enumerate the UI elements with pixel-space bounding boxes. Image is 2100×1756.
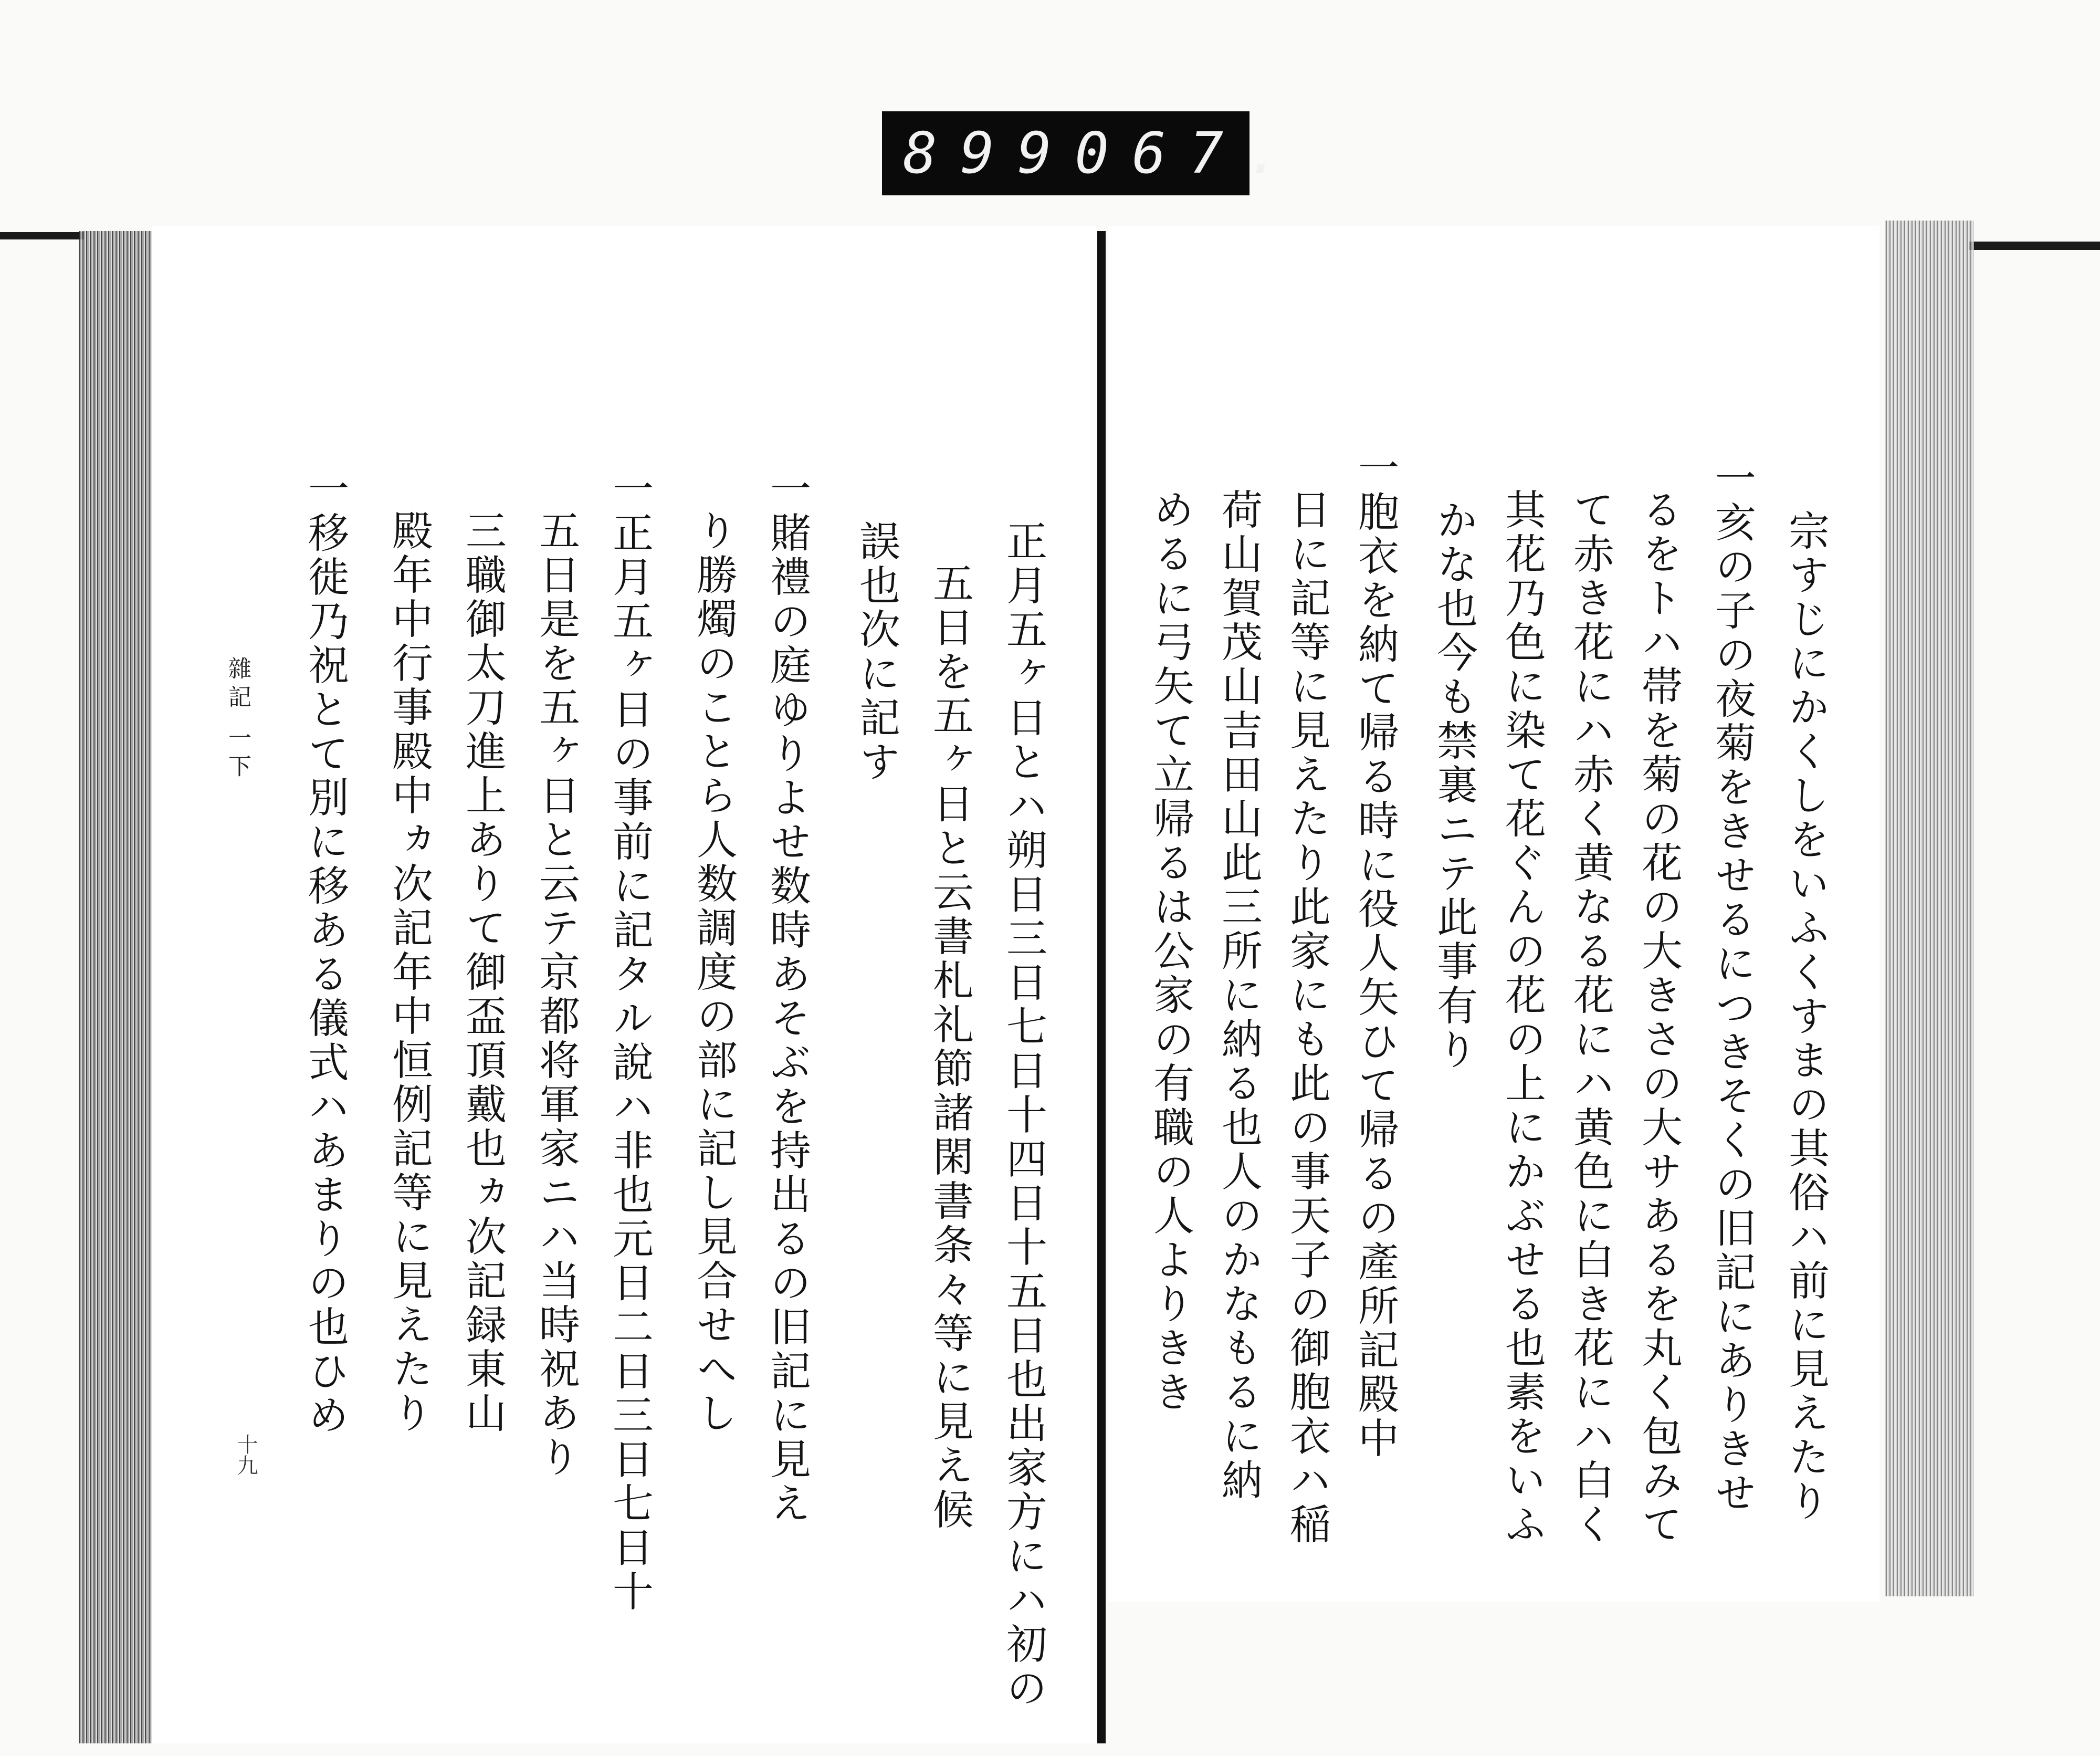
text-column: 五日是を五ヶ日と云テ京都将軍家ニハ当時祝あり bbox=[532, 509, 580, 1480]
text-column: 一亥の子の夜菊をきせるにつきそくの旧記にありきせ bbox=[1708, 457, 1756, 1515]
text-column: 殿年中行事殿中ヵ次記年中恒例記等に見えたり bbox=[385, 509, 433, 1436]
page-header: 雜記 一下 bbox=[224, 656, 251, 782]
text-column: 荷山賀茂山吉田山此三所に納る也人のかなもるに納 bbox=[1215, 488, 1262, 1503]
frame-number: 067. bbox=[1075, 120, 1304, 186]
right-page bbox=[1108, 226, 1880, 1602]
cover-board-right bbox=[1969, 242, 2100, 250]
left-page bbox=[152, 226, 1097, 1743]
page-edges-right bbox=[1885, 221, 1974, 1596]
text-column: 一正月五ヶ日の事前に記タル說ハ非也元日二日三日七日十 bbox=[606, 467, 653, 1614]
text-column: めるに弓矢て立帰るは公家の有職の人よりきき bbox=[1147, 488, 1194, 1415]
text-column: 宗すじにかくしをいふくすまの其俗ハ前に見えたり bbox=[1782, 509, 1829, 1524]
folio-number: 十九 bbox=[234, 1434, 258, 1476]
open-book bbox=[79, 221, 2032, 1743]
reel-number: 899 bbox=[903, 120, 1075, 186]
text-column: 其花乃色に染て花ぐんの花の上にかぶせる也素をいふ bbox=[1498, 488, 1546, 1547]
book-gutter bbox=[1097, 231, 1106, 1743]
text-column: るをトハ帯を菊の花の大きさの大サあるを丸く包みて bbox=[1635, 488, 1682, 1547]
text-column: て赤き花にハ赤く黄なる花にハ黄色に白き花にハ白く bbox=[1567, 488, 1614, 1547]
text-column: 一移徙乃祝とて別に移ある儀式ハあまりの也ひめ bbox=[301, 467, 349, 1438]
text-column: 三職御太刀進上ありて御盃頂戴也ヵ次記録東山 bbox=[459, 509, 506, 1436]
page-edges-left bbox=[79, 231, 152, 1743]
text-column: 一胞衣を納て帰る時に役人矢ひて帰るの產所記殿中 bbox=[1351, 446, 1399, 1461]
text-column: り勝燭のことら人数調度の部に記し見合せへし bbox=[690, 509, 737, 1436]
text-column: かな也今も禁裏ニテ此事有り bbox=[1430, 499, 1477, 1072]
text-column: 正月五ヶ日とハ朔日三日七日十四日十五日也出家方にハ初の bbox=[1000, 520, 1047, 1711]
film-frame-number bbox=[882, 111, 1304, 195]
cover-board-left bbox=[0, 232, 84, 239]
text-column: 日に記等に見えたり此家にも此の事天子の御胞衣ハ稲 bbox=[1283, 488, 1330, 1547]
text-column: 誤也次に記す bbox=[853, 520, 900, 785]
text-column: 五日を五ヶ日と云書札礼節諸閑書条々等に見え候 bbox=[926, 562, 973, 1532]
text-column: 一賭禮の庭ゆりよせ数時あそぶを持出るの旧記に見え bbox=[763, 467, 811, 1526]
